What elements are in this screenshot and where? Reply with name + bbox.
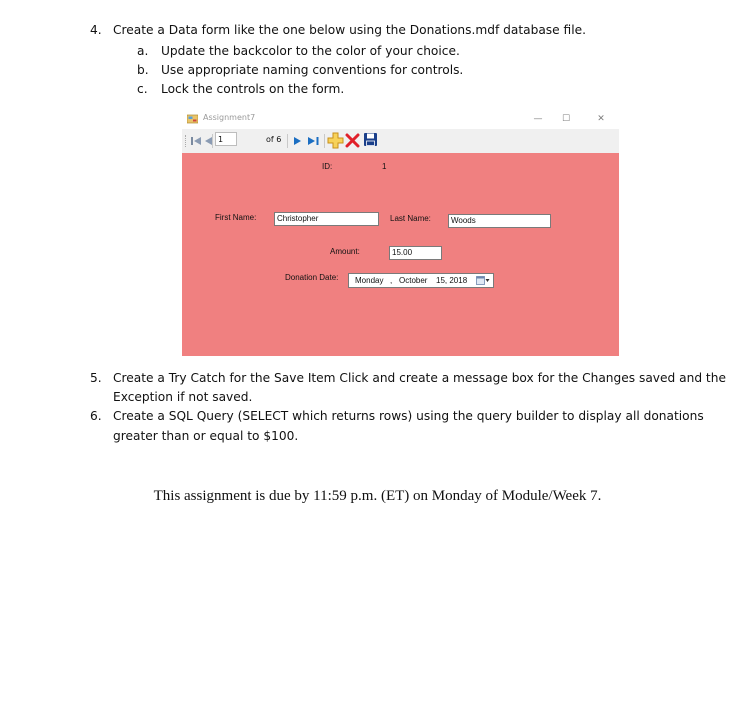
item-letter: a. [137, 44, 149, 58]
item-letter: c. [137, 82, 148, 96]
date-day-year: 15, 2018 [436, 276, 468, 285]
delete-icon[interactable] [345, 133, 360, 148]
form-body [182, 153, 619, 356]
date-comma: , [390, 276, 393, 285]
amount-textbox[interactable]: 15.00 [389, 246, 442, 260]
item-text: Create a Data form like the one below using the Donations.mdf database file. [113, 23, 586, 37]
move-next-icon[interactable] [293, 134, 302, 148]
last-name-textbox[interactable]: Woods [448, 214, 551, 228]
id-value: 1 [382, 162, 387, 171]
item-number: 6. [90, 409, 102, 423]
minimize-button[interactable]: — [533, 114, 543, 124]
separator [212, 134, 213, 148]
date-day: Monday [355, 276, 384, 285]
last-name-label: Last Name: [390, 214, 431, 223]
calendar-dropdown-icon[interactable] [476, 276, 490, 285]
item-text: Create a Try Catch for the Save Item Click and create a message box for the Changes saved and the [113, 371, 726, 385]
date-month: October [399, 276, 428, 285]
app-icon [187, 114, 198, 124]
separator [324, 134, 325, 148]
binding-navigator [182, 129, 619, 153]
item-4c [137, 80, 637, 98]
toolstrip-grip[interactable] [185, 135, 188, 147]
add-new-icon[interactable] [327, 132, 344, 149]
item-text-continued: Exception if not saved. [113, 390, 253, 404]
move-last-icon[interactable] [307, 134, 320, 148]
item-number: 4. [90, 23, 102, 37]
item-5 [90, 369, 730, 407]
item-text: Lock the controls on the form. [161, 82, 345, 96]
item-text: Update the backcolor to the color of your choice. [161, 44, 460, 58]
amount-label: Amount: [330, 247, 360, 256]
item-number: 5. [90, 371, 102, 385]
title-bar [182, 110, 619, 129]
item-text-continued: greater than or equal to $100. [113, 429, 299, 443]
save-icon[interactable] [363, 132, 378, 147]
first-name-label: First Name: [215, 213, 257, 222]
item-text: Use appropriate naming conventions for controls. [161, 63, 464, 77]
item-6 [90, 407, 730, 445]
donation-date-label: Donation Date: [285, 273, 339, 282]
item-text: Create a SQL Query (SELECT which returns rows) using the query builder to display all donations [113, 409, 704, 423]
id-label: ID: [322, 162, 333, 171]
donation-date-picker[interactable] [348, 273, 494, 288]
item-4 [90, 21, 690, 39]
separator [287, 134, 288, 148]
maximize-button[interactable]: ☐ [561, 114, 571, 124]
close-button[interactable]: ✕ [597, 114, 605, 124]
move-first-icon[interactable] [190, 134, 202, 148]
position-item[interactable]: 1 [215, 132, 237, 146]
item-letter: b. [137, 63, 149, 77]
item-4a [137, 42, 637, 60]
window-title: Assignment7 [203, 113, 256, 122]
first-name-textbox[interactable]: Christopher [274, 212, 379, 226]
item-4b [137, 61, 637, 79]
due-date-note: This assignment is due by 11:59 p.m. (ET) on Monday of Module/Week 7. [153, 488, 602, 504]
form-window [182, 110, 619, 356]
count-item: of 6 [266, 135, 282, 144]
